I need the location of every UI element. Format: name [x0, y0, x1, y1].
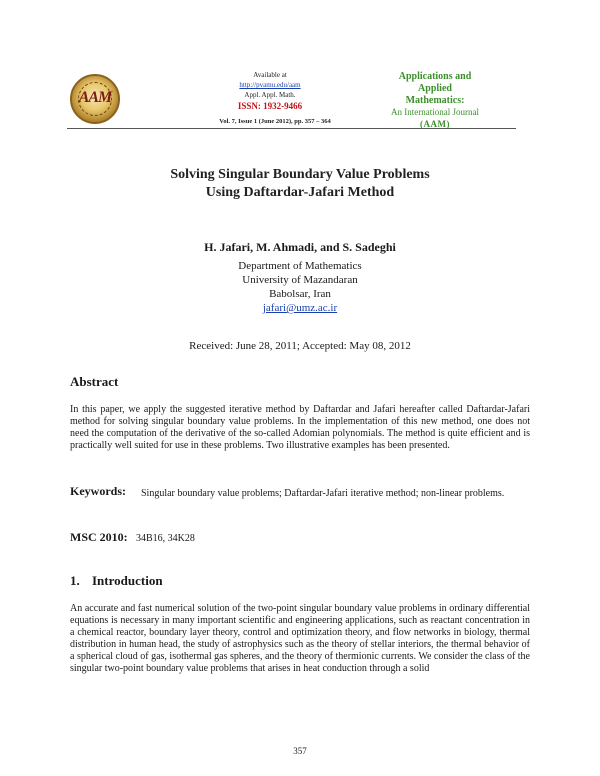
author-affiliation	[60, 259, 540, 315]
available-at-label: Available at	[253, 71, 287, 79]
volume-info: Vol. 7, Issue 1 (June 2012), pp. 357 – 364	[219, 118, 331, 125]
journal-short-name: (AAM)	[420, 119, 450, 129]
department: Department of Mathematics	[238, 260, 362, 272]
journal-title-line1: Applications and Applied	[398, 71, 472, 94]
page-number: 357	[293, 746, 307, 756]
university: University of Mazandaran	[242, 274, 358, 286]
paper-title-line1: Solving Singular Boundary Value Problems	[170, 167, 430, 182]
paper-title-line2: Using Daftardar-Jafari Method	[205, 185, 395, 200]
header-divider	[67, 128, 516, 129]
author-email-link[interactable]: jafari@umz.ac.ir	[262, 302, 338, 314]
journal-title-line2: Mathematics:	[405, 95, 465, 106]
logo-text: AAM	[78, 89, 112, 106]
journal-title-block	[385, 71, 485, 130]
location: Babolsar, Iran	[269, 288, 331, 300]
journal-url-link[interactable]: http://pvamu.edu/aam	[239, 81, 301, 89]
abstract-text: In this paper, we apply the suggested iterative method by Daftardar and Jafari hereafter called Daftardar-Jafari method for solving singular boundary value problems. In the implementation of this new method, one does not need the computation of the derivative of the so-called Adomian polynomials. The method is quite efficient and is practically well suited for use in these problems. Two illustrative examples has been presented.	[70, 404, 530, 451]
msc-value: 34B16, 34K28	[136, 533, 195, 544]
paper-title	[60, 166, 540, 202]
introduction-heading	[70, 573, 163, 589]
journal-subtitle: An International Journal	[391, 107, 479, 117]
section-number: 1.	[70, 573, 80, 588]
abstract-heading: Abstract	[70, 374, 119, 389]
msc-label: MSC 2010:	[70, 530, 128, 544]
journal-logo	[70, 74, 120, 124]
journal-abbreviation: Appl. Appl. Math.	[244, 91, 296, 99]
keywords-text: Singular boundary value problems; Daftardar-Jafari iterative method; non-linear problems.	[141, 488, 505, 499]
paper-authors: H. Jafari, M. Ahmadi, and S. Sadeghi	[204, 240, 396, 254]
introduction-text: An accurate and fast numerical solution of the two-point singular boundary value problems in ordinary differential equations is necessary in many important scientific and engineering applications, such as reactant concentration in a chemical reactor, boundary layer theory, control and optimization theory, and flow networks in biology, thermal distribution in human head, the study of astrophysics such as the theory of stellar interiors, the thermal behavior of a spherical cloud of gas, isothermal gas spheres, and the theory of thermionic currents. We consider the class of the singular two-point boundary value problems that arises in heat conduction through a solid	[70, 603, 530, 674]
received-accepted-dates: Received: June 28, 2011; Accepted: May 08, 2012	[189, 340, 411, 352]
keywords-label: Keywords:	[70, 484, 126, 498]
section-title: Introduction	[92, 573, 163, 588]
issn-label: ISSN: 1932-9466	[237, 101, 303, 111]
availability-block	[220, 70, 320, 112]
